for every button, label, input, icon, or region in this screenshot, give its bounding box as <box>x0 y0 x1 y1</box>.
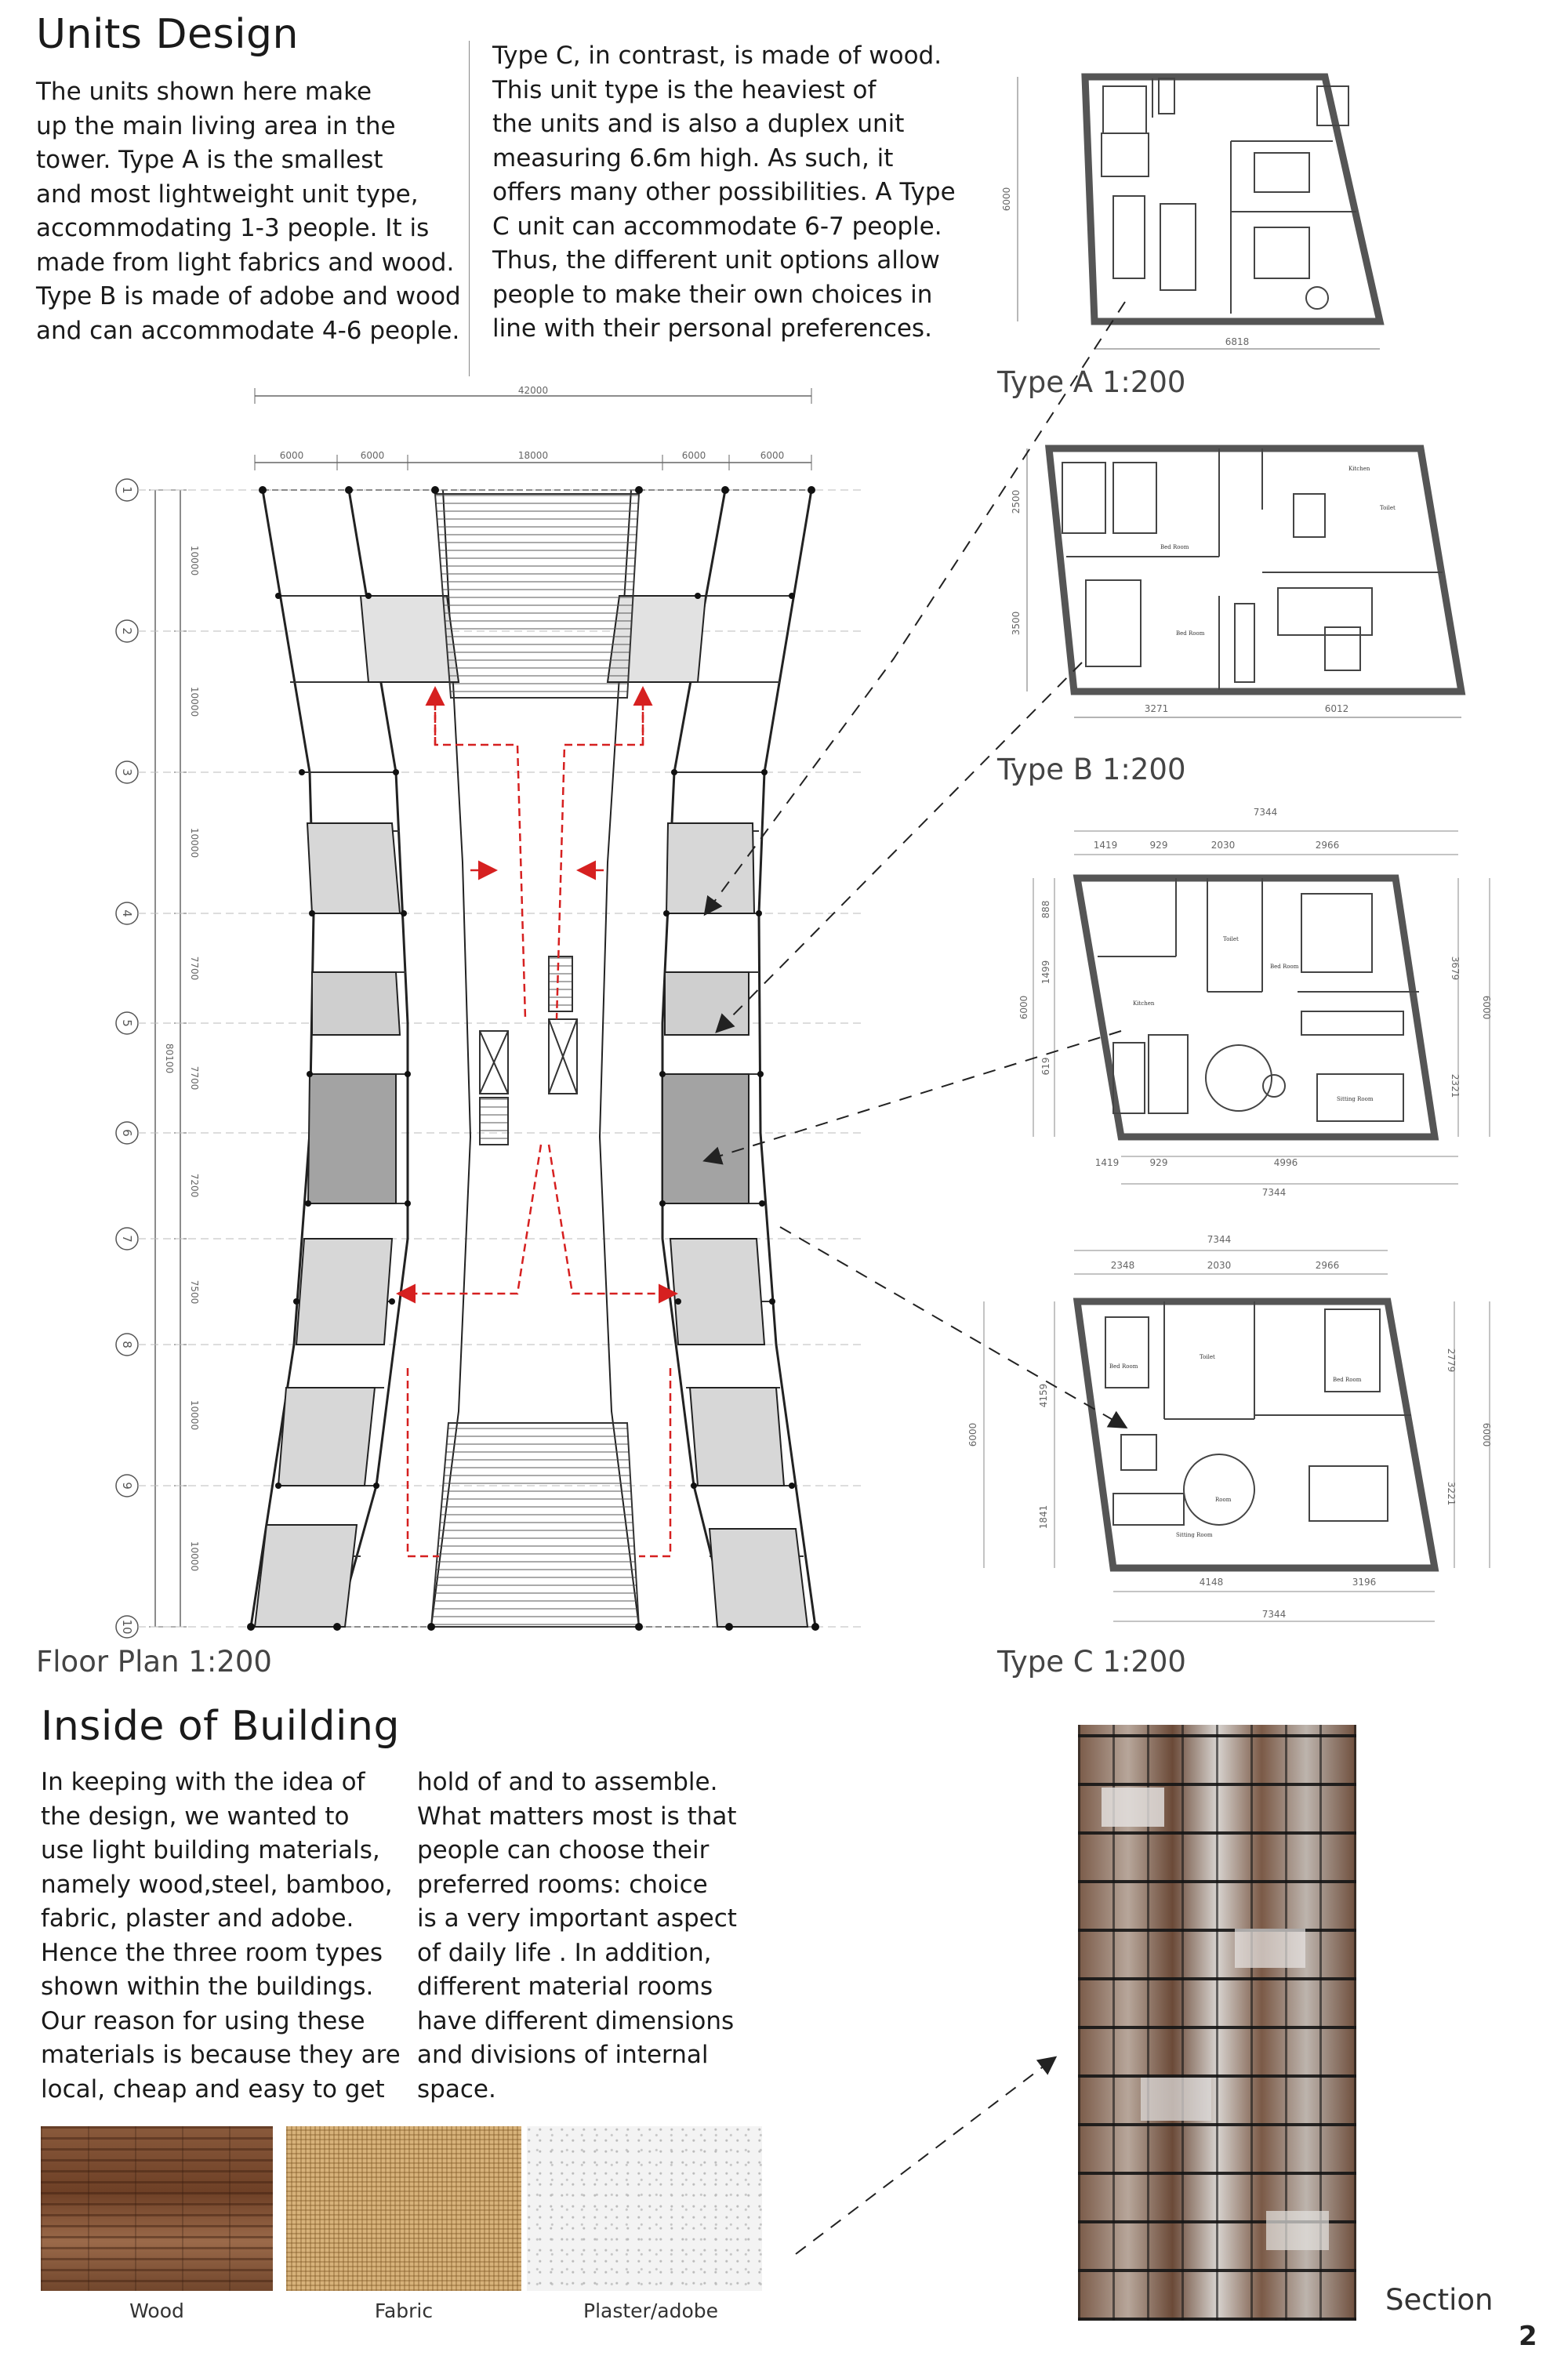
room-label: Room <box>1215 1497 1232 1503</box>
text-line: the units and is also a duplex unit <box>492 110 905 138</box>
dim-side-total: 80100 <box>164 1043 175 1074</box>
dim-side: 10000 <box>189 545 200 576</box>
dim-side: 10000 <box>189 1541 200 1572</box>
grid-label: 8 <box>120 1341 134 1348</box>
room-label: Bed Room <box>1109 1363 1138 1370</box>
text-line: the design, we wanted to <box>41 1802 350 1831</box>
grid-label: 4 <box>120 909 134 917</box>
dim-c1-top: 2030 <box>1210 840 1236 851</box>
grid-label: 6 <box>120 1129 134 1137</box>
text-line: offers many other possibilities. A Type <box>492 178 956 206</box>
text-line: and most lightweight unit type, <box>36 180 419 209</box>
grid-label: 10 <box>120 1619 134 1635</box>
dim-side: 10000 <box>189 686 200 717</box>
room-label: Bed Room <box>1176 630 1205 637</box>
dim-c2-right: 3221 <box>1446 1481 1457 1506</box>
text-line: C unit can accommodate 6-7 people. <box>492 212 942 241</box>
text-line: is a very important aspect <box>417 1904 737 1933</box>
dim-side: 7200 <box>189 1173 200 1198</box>
inside-title: Inside of Building <box>41 1703 400 1750</box>
dim-c1-bottom: 929 <box>1149 1157 1168 1168</box>
wood-swatch <box>41 2126 273 2291</box>
page-number: 2 <box>1519 2321 1537 2352</box>
text-line: shown within the buildings. <box>41 1973 374 2001</box>
grid-label: 7 <box>120 1235 134 1243</box>
text-line: and divisions of internal <box>417 2041 709 2069</box>
plaster-swatch <box>527 2126 762 2291</box>
grid-label: 3 <box>120 768 134 776</box>
units-design-title: Units Design <box>36 11 299 58</box>
text-line: What matters most is that <box>417 1802 737 1831</box>
room-label: Toilet <box>1223 936 1239 942</box>
type-c-plan-upper <box>1018 807 1492 1198</box>
dim-top: 6000 <box>360 450 385 461</box>
dim-c2-right: 2779 <box>1446 1348 1457 1373</box>
dim-top: 6000 <box>760 450 785 461</box>
floor-plan-drawing <box>116 385 862 1638</box>
text-line: people can choose their <box>417 1836 710 1864</box>
type-c-caption: Type C 1:200 <box>997 1645 1186 1679</box>
text-line: people to make their own choices in <box>492 280 933 309</box>
text-line: line with their personal preferences. <box>492 314 932 343</box>
dim-c2-bottom: 4148 <box>1199 1577 1224 1588</box>
text-line: Hence the three room types <box>41 1938 383 1967</box>
dim-c1-left-total: 6000 <box>1018 995 1029 1020</box>
plaster-label: Plaster/adobe <box>583 2299 718 2322</box>
dim-c1-bottom-total: 7344 <box>1261 1187 1287 1198</box>
dim-top: 6000 <box>681 450 706 461</box>
grid-label: 1 <box>120 486 134 494</box>
section-caption: Section <box>1385 2283 1494 2317</box>
type-b-dim-bottom: 3271 <box>1144 703 1169 714</box>
text-line: Type B is made of adobe and wood <box>36 282 461 310</box>
grid-label: 9 <box>120 1482 134 1490</box>
dim-c2-bottom-total: 7344 <box>1261 1609 1287 1620</box>
fabric-swatch <box>286 2126 521 2291</box>
fabric-label: Fabric <box>374 2299 434 2322</box>
dim-c1-bottom: 4996 <box>1273 1157 1298 1168</box>
dim-side: 7500 <box>189 1280 200 1305</box>
text-line: and can accommodate 4-6 people. <box>36 316 460 345</box>
dim-c1-left: 888 <box>1040 900 1051 919</box>
dim-c1-total: 7344 <box>1253 807 1278 818</box>
text-line: hold of and to assemble. <box>417 1768 718 1796</box>
text-line: Thus, the different unit options allow <box>492 246 940 274</box>
dim-c1-bottom: 1419 <box>1094 1157 1120 1168</box>
dim-c1-left: 619 <box>1040 1057 1051 1076</box>
dim-c1-right: 3679 <box>1450 956 1461 981</box>
text-line: different material rooms <box>417 1973 713 2001</box>
text-line: This unit type is the heaviest of <box>492 75 877 104</box>
dim-c1-right-total: 6000 <box>1481 995 1492 1020</box>
text-line: made from light fabrics and wood. <box>36 248 455 277</box>
grid-label: 2 <box>120 627 134 635</box>
dim-side: 10000 <box>189 827 200 858</box>
type-a-dim-height: 6000 <box>1001 187 1012 212</box>
text-line: materials is because they are <box>41 2041 401 2069</box>
inside-col1 <box>41 1766 401 2107</box>
dim-side: 7700 <box>189 1065 200 1091</box>
type-a-plan <box>1001 77 1380 349</box>
type-b-caption: Type B 1:200 <box>997 753 1186 786</box>
type-b-dim-left: 2500 <box>1011 489 1022 514</box>
room-label: Sitting Room <box>1337 1096 1374 1102</box>
dim-c2-top-total: 7344 <box>1207 1234 1232 1245</box>
dim-c2-right-total: 6000 <box>1481 1422 1492 1447</box>
dim-top: 18000 <box>517 450 549 461</box>
room-label: Bed Room <box>1160 544 1189 550</box>
text-line: Type C, in contrast, is made of wood. <box>492 42 942 70</box>
dim-c1-top: 2966 <box>1315 840 1340 851</box>
dim-top: 6000 <box>279 450 304 461</box>
section-render <box>1078 1725 1356 2321</box>
dim-c2-bottom: 3196 <box>1352 1577 1377 1588</box>
room-label: Sitting Room <box>1176 1532 1213 1538</box>
wood-label: Wood <box>129 2299 184 2322</box>
dim-c1-top: 929 <box>1149 840 1168 851</box>
text-line: space. <box>417 2074 496 2103</box>
type-a-caption: Type A 1:200 <box>997 365 1186 399</box>
dim-c1-right: 2321 <box>1450 1073 1461 1098</box>
dim-c2-top: 2348 <box>1110 1260 1135 1271</box>
dim-c2-left: 1841 <box>1038 1505 1049 1530</box>
text-line: namely wood,steel, bamboo, <box>41 1870 393 1899</box>
dim-c1-left: 1499 <box>1040 960 1051 985</box>
room-label: Kitchen <box>1133 1000 1155 1007</box>
text-line: have different dimensions <box>417 2006 735 2035</box>
text-line: local, cheap and easy to get <box>41 2074 385 2103</box>
text-line: In keeping with the idea of <box>41 1768 365 1796</box>
text-line: measuring 6.6m high. As such, it <box>492 143 894 172</box>
type-a-dim-width: 6818 <box>1225 336 1250 347</box>
room-label: Kitchen <box>1348 466 1370 472</box>
text-line: tower. Type A is the smallest <box>36 146 383 174</box>
type-b-plan <box>1011 448 1461 717</box>
room-label: Bed Room <box>1270 964 1299 970</box>
text-line: up the main living area in the <box>36 111 396 140</box>
dim-c2-top: 2030 <box>1207 1260 1232 1271</box>
room-label: Toilet <box>1200 1354 1215 1360</box>
text-line: fabric, plaster and adobe. <box>41 1904 354 1933</box>
dim-c2-left: 4159 <box>1038 1383 1049 1408</box>
room-label: Bed Room <box>1333 1377 1362 1383</box>
type-b-dim-bottom: 6012 <box>1324 703 1349 714</box>
floor-plan-caption: Floor Plan 1:200 <box>36 1645 272 1679</box>
dim-c2-left-total: 6000 <box>967 1422 978 1447</box>
dim-top-total: 42000 <box>517 385 549 396</box>
dim-side: 10000 <box>189 1399 200 1431</box>
type-b-dim-left: 3500 <box>1011 611 1022 636</box>
grid-label: 5 <box>120 1019 134 1027</box>
dim-c1-top: 1419 <box>1093 840 1118 851</box>
inside-col2 <box>417 1766 737 2107</box>
text-line: preferred rooms: choice <box>417 1870 708 1899</box>
dim-side: 7700 <box>189 956 200 981</box>
dim-c2-top: 2966 <box>1315 1260 1340 1271</box>
text-line: The units shown here make <box>36 78 372 106</box>
text-line: accommodating 1-3 people. It is <box>36 214 430 242</box>
text-line: Our reason for using these <box>41 2006 365 2035</box>
type-c-plan-lower <box>967 1234 1492 1621</box>
room-label: Toilet <box>1380 505 1396 511</box>
text-line: use light building materials, <box>41 1836 380 1864</box>
text-line: of daily life . In addition, <box>417 1938 712 1967</box>
